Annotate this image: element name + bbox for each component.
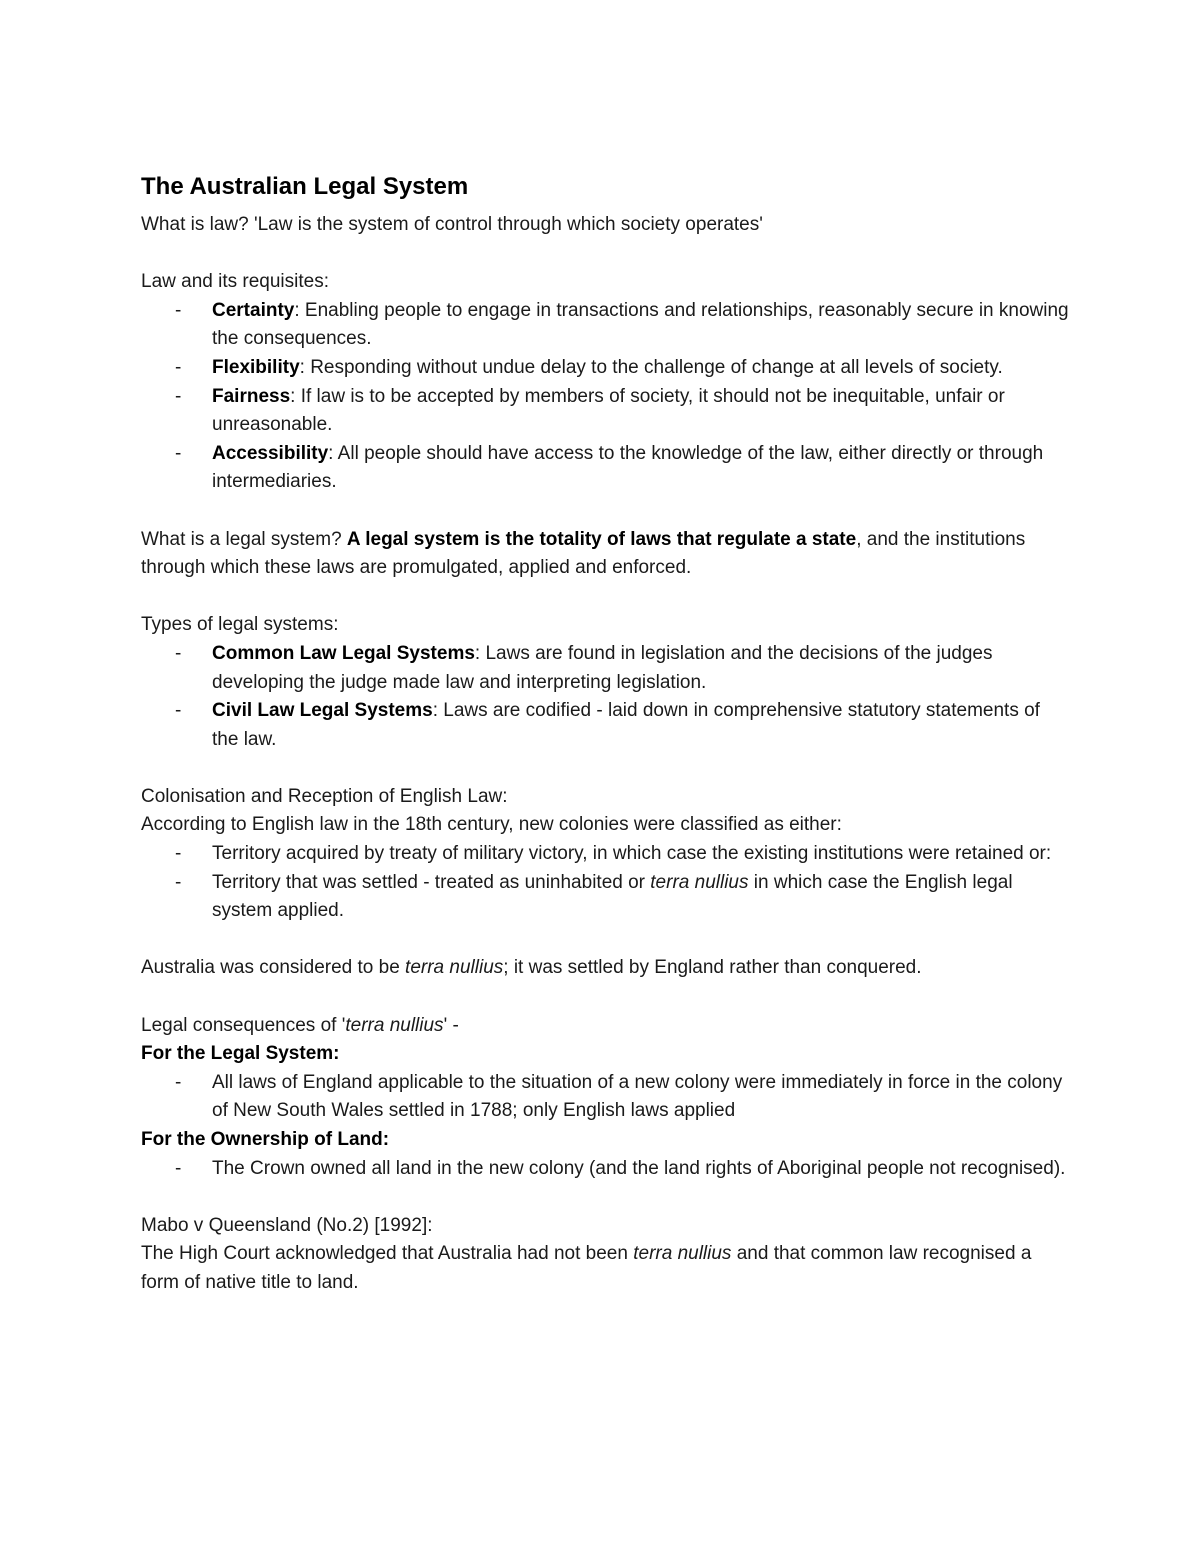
terra-nullius-italic: terra nullius [650,871,749,893]
australia-post: ; it was settled by England rather than conquered. [503,957,922,979]
list-item-fairness [141,383,1071,440]
consequences-post: ' - [443,1014,459,1036]
consequences-pre: Legal consequences of ' [141,1014,346,1036]
term-accessibility: Accessibility [212,442,329,464]
document-title: The Australian Legal System [141,173,469,200]
mabo-post: and that common law recognised a form of native title to land. [141,1243,1032,1293]
term-common-law: Common Law Legal Systems [212,642,475,664]
spacer [141,926,1071,955]
what-is-law-prefix: What is law? [141,214,254,235]
settled-territory-post: in which case the English legal system applied. [212,871,1013,922]
crown-land-text: The Crown owned all land in the new colony (and the land rights of Aboriginal people not recognised). [212,1157,1066,1179]
australia-pre: Australia was considered to be [141,957,406,979]
term-civil-law: Civil Law Legal Systems [212,700,433,722]
colonisation-heading: Colonisation and Reception of English Law: [141,785,508,807]
legal-system-definition: A legal system is the totality of laws that regulate a state [346,528,857,550]
land-ownership-list [141,1155,1071,1184]
spacer [141,497,1071,526]
dash-bullet: - [175,700,182,722]
dash-bullet: - [175,843,182,865]
list-item-acquired-territory [141,840,1071,869]
legal-system-paragraph [141,526,1071,583]
mabo-paragraph [141,1240,1071,1297]
definition-fairness: : If law is to be accepted by members of society, it should not be inequitable, unfair or unreasonable. [212,385,1005,436]
term-fairness: Fairness [212,385,291,407]
dash-bullet: - [175,442,182,464]
dash-bullet: - [175,1071,182,1093]
list-item-civil-law [141,697,1071,754]
document-body [141,169,1071,1298]
colonisation-list [141,840,1071,926]
law-definition-quote: 'Law is the system of control through which society operates' [253,214,763,235]
mabo-heading: Mabo v Queensland (No.2) [1992]: [141,1214,433,1236]
dash-bullet: - [175,385,182,407]
dash-bullet: - [175,356,182,378]
dash-bullet: - [175,871,182,893]
requisites-list [141,297,1071,497]
definition-civil-law: : Laws are codified - laid down in comprehensive statutory statements of the law. [212,700,1040,750]
list-item-common-law [141,640,1071,697]
list-item-certainty [141,297,1071,354]
term-flexibility: Flexibility [212,356,300,378]
types-heading: Types of legal systems: [141,614,339,636]
spacer [141,754,1071,783]
colonisation-lead: According to English law in the 18th century, new colonies were classified as either: [141,814,842,836]
list-item-settled-territory [141,869,1071,926]
spacer [141,1183,1071,1212]
list-item-accessibility [141,440,1071,497]
spacer [141,983,1071,1012]
acquired-territory-text: Territory acquired by treaty of military victory, in which case the existing institutions were retained or: [212,843,1052,865]
types-list [141,640,1071,754]
definition-certainty: : Enabling people to engage in transactions and relationships, reasonably secure in knowing the consequences. [212,299,1069,350]
mabo-pre: The High Court acknowledged that Australia had not been [141,1243,634,1265]
legal-system-prefix: What is a legal system? [141,528,347,550]
definition-common-law: : Laws are found in legislation and the decisions of the judges developing the judge made law and interpreting legislation. [212,642,993,693]
australia-paragraph [141,954,1071,983]
dash-bullet: - [175,642,182,664]
legal-system-consequence-list [141,1069,1071,1126]
land-ownership-subheading: For the Ownership of Land: [141,1129,390,1150]
legal-system-suffix: , and the institutions through which these laws are promulgated, applied and enforced. [141,528,1026,579]
terra-nullius-italic: terra nullius [405,957,504,979]
spacer [141,583,1071,612]
requisites-heading: Law and its requisites: [141,271,329,293]
what-is-law-paragraph [141,211,1071,240]
list-item-english-laws [141,1069,1071,1126]
terra-nullius-italic: terra nullius [633,1243,732,1265]
english-laws-text: All laws of England applicable to the situation of a new colony were immediately in force in the colony of New South Wales settled in 1788; only English laws applied [212,1071,1063,1122]
terra-nullius-italic: terra nullius [345,1014,444,1036]
settled-territory-pre: Territory that was settled - treated as uninhabited or [212,871,651,893]
dash-bullet: - [175,299,182,321]
list-item-crown-land [141,1155,1071,1184]
consequences-heading [141,1012,1071,1041]
definition-accessibility: : All people should have access to the knowledge of the law, either directly or through intermediaries. [212,442,1044,493]
term-certainty: Certainty [212,299,295,321]
dash-bullet: - [175,1157,182,1179]
spacer [141,240,1071,269]
definition-flexibility: : Responding without undue delay to the challenge of change at all levels of society. [299,356,1003,378]
list-item-flexibility [141,354,1071,383]
legal-system-subheading: For the Legal System: [141,1043,340,1065]
